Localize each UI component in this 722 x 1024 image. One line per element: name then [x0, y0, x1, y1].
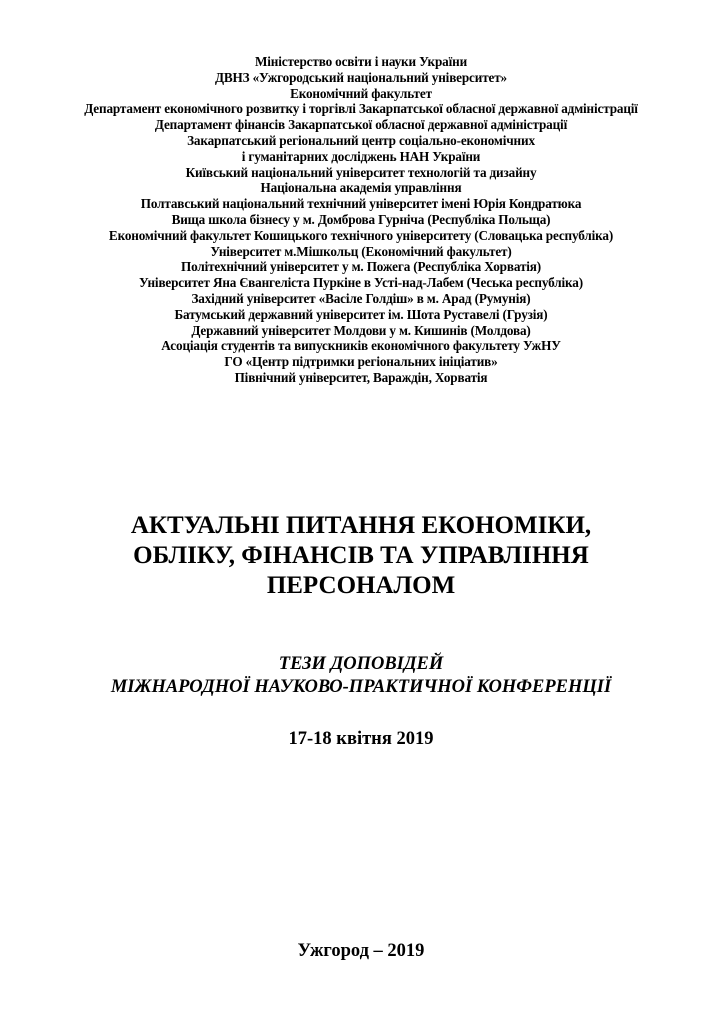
organizer-line: Західний університет «Васіле Голдіш» в м. Арад (Румунія) — [191, 290, 531, 306]
organizer-line: Національна академія управління — [260, 180, 462, 196]
organizer-line: Економічний факультет — [290, 85, 432, 101]
conference-date: 17-18 квітня 2019 — [288, 729, 434, 749]
organizers-list — [0, 54, 722, 386]
subtitle-line: МІЖНАРОДНОЇ НАУКОВО-ПРАКТИЧНОЇ КОНФЕРЕНЦІЇ — [110, 677, 612, 697]
organizer-line: Економічний факультет Кошицького технічного університету (Словацька республіка) — [108, 227, 614, 243]
conference-subtitle — [0, 653, 722, 699]
organizer-line: Батумський державний університет ім. Шота Руставелі (Грузія) — [174, 306, 548, 322]
subtitle-line: ТЕЗИ ДОПОВІДЕЙ — [278, 654, 444, 674]
organizer-line: Міністерство освіти і науки України — [254, 54, 468, 69]
organizer-line: Закарпатський регіональний центр соціально-економічних — [187, 132, 535, 148]
title-line: ПЕРСОНАЛОМ — [266, 572, 456, 599]
organizer-line: ГО «Центр підтримки регіональних ініціатив» — [224, 354, 498, 370]
organizer-line: Університет м.Мішкольц (Економічний факультет) — [210, 243, 512, 259]
title-line: АКТУАЛЬНІ ПИТАННЯ ЕКОНОМІКИ, — [130, 512, 592, 539]
organizer-line: Політехнічний університет у м. Пожега (Республіка Хорватія) — [180, 259, 542, 275]
organizer-line: Вища школа бізнесу у м. Домброва Гурніча (Республіка Польща) — [171, 211, 551, 227]
organizer-line: Департамент економічного розвитку і торгівлі Закарпатської обласної державної адміністрації — [84, 101, 638, 117]
organizer-line: Асоціація студентів та випускників економічного факультету УжНУ — [161, 338, 561, 354]
organizer-line: Університет Яна Євангеліста Пуркіне в Усті-над-Лабем (Чеська республіка) — [139, 275, 583, 291]
place-year: Ужгород – 2019 — [297, 941, 425, 961]
organizer-line: Полтавський національний технічний університет імені Юрія Кондратюка — [140, 196, 582, 212]
organizer-line: Державний університет Молдови у м. Кишинів (Молдова) — [191, 322, 531, 338]
organizer-line: Північний університет, Вараждін, Хорватія — [234, 369, 488, 385]
organizer-line: Департамент фінансів Закарпатської обласної державної адміністрації — [154, 117, 568, 133]
conference-title — [0, 511, 722, 601]
organizer-line: і гуманітарних досліджень НАН України — [241, 148, 481, 164]
title-line: ОБЛІКУ, ФІНАНСІВ ТА УПРАВЛІННЯ — [133, 542, 589, 569]
organizer-line: ДВНЗ «Ужгородський національний університет» — [214, 69, 508, 85]
organizer-line: Київський національний університет технологій та дизайну — [185, 164, 537, 180]
